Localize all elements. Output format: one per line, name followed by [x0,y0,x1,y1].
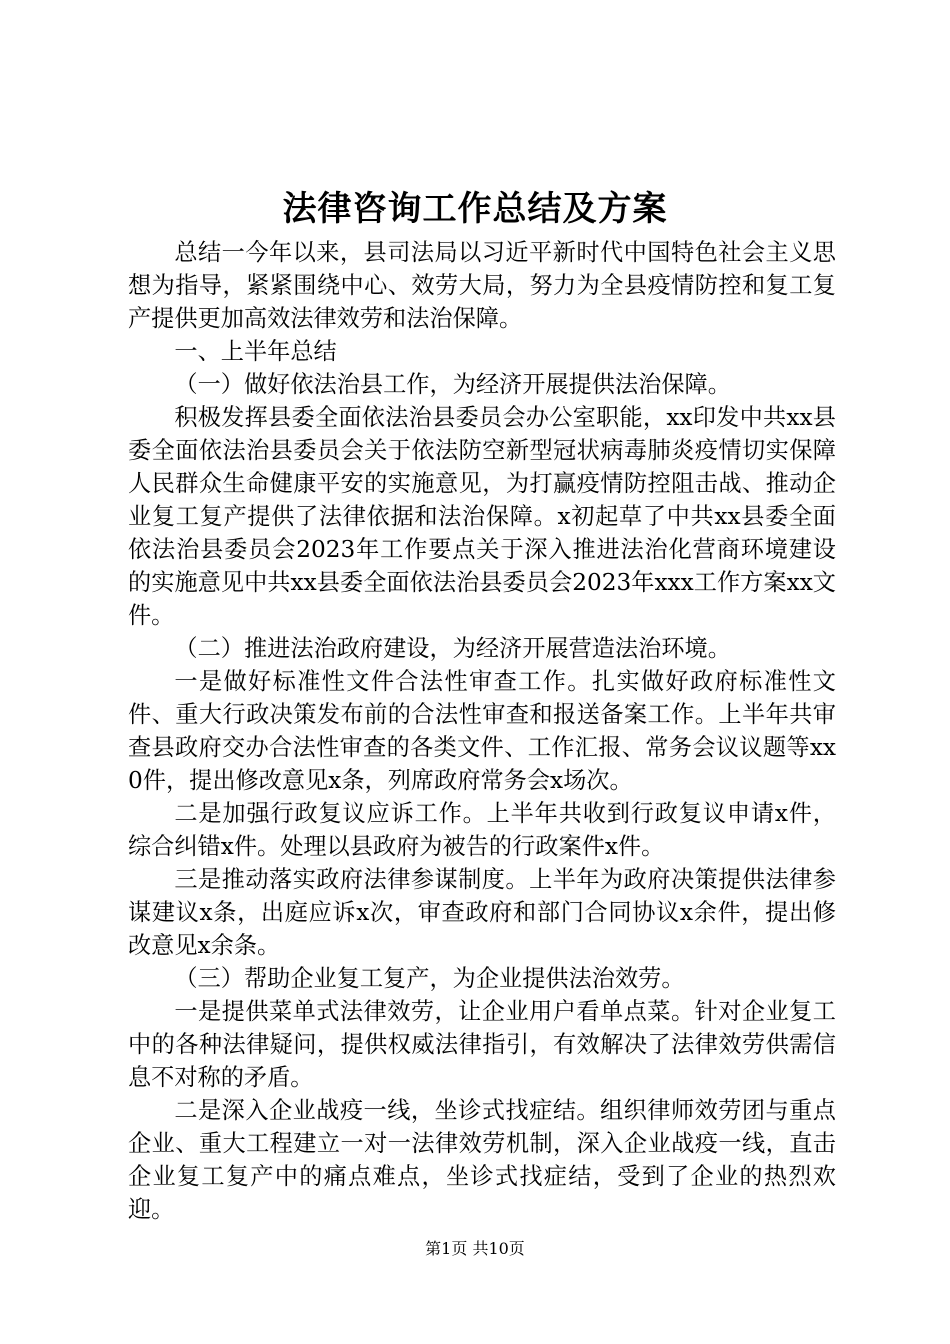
paragraph-legality-review: 一是做好标准性文件合法性审查工作。扎实做好政府标准性文件、重大行政决策发布前的合法性审查和报送备案工作。上半年共审查县政府交办合法性审查的各类文件、工作汇报、常务会议议题等xx0件，提出修改意见x条，列席政府常务会x场次。 [128,668,836,794]
paragraph-legal-advisor: 三是推动落实政府法律参谋制度。上半年为政府决策提供法律参谋建议x条，出庭应诉x次，审查政府和部门合同协议x余件，提出修改意见x余条。 [128,866,836,959]
subheading-2: （二）推进法治政府建设，为经济开展营造法治环境。 [174,635,731,662]
subheading-1: （一）做好依法治县工作，为经济开展提供法治保障。 [174,371,731,398]
paragraph-intro: 总结一今年以来，县司法局以习近平新时代中国特色社会主义思想为指导，紧紧围绕中心、效劳大局，努力为全县疫情防控和复工复产提供更加高效法律效劳和法治保障。 [128,239,836,332]
page-number-footer: 第1页 共10页 [425,1239,525,1258]
paragraph-administrative-review: 二是加强行政复议应诉工作。上半年共收到行政复议申请x件，综合纠错x件。处理以县政府为被告的行政案件x件。 [128,800,836,860]
paragraph-rule-of-law-county: 积极发挥县委全面依法治县委员会办公室职能，xx印发中共xx县委全面依法治县委员会关于依法防空新型冠状病毒肺炎疫情切实保障人民群众生命健康平安的实施意见，为打赢疫情防控阻击战、推动企业复工复产提供了法律依据和法治保障。x初起草了中共xx县委全面依法治县委员会2023年工作要点关于深入推进法治化营商环境建设的实施意见中共xx县委全面依法治县委员会2023年xxx工作方案xx文件。 [128,404,836,629]
paragraph-frontline-services: 二是深入企业战疫一线，坐诊式找症结。组织律师效劳团与重点企业、重大工程建立一对一法律效劳机制，深入企业战疫一线，直击企业复工复产中的痛点难点，坐诊式找症结，受到了企业的热烈欢迎。 [128,1097,836,1223]
document-title: 法律咨询工作总结及方案 [282,189,668,229]
document-body [128,236,836,1226]
paragraph-menu-services: 一是提供菜单式法律效劳，让企业用户看单点菜。针对企业复工中的各种法律疑问，提供权威法律指引，有效解决了法律效劳供需信息不对称的矛盾。 [128,998,836,1091]
subheading-3: （三）帮助企业复工复产，为企业提供法治效劳。 [174,965,685,992]
heading-first-half-summary: 一、上半年总结 [174,338,337,365]
